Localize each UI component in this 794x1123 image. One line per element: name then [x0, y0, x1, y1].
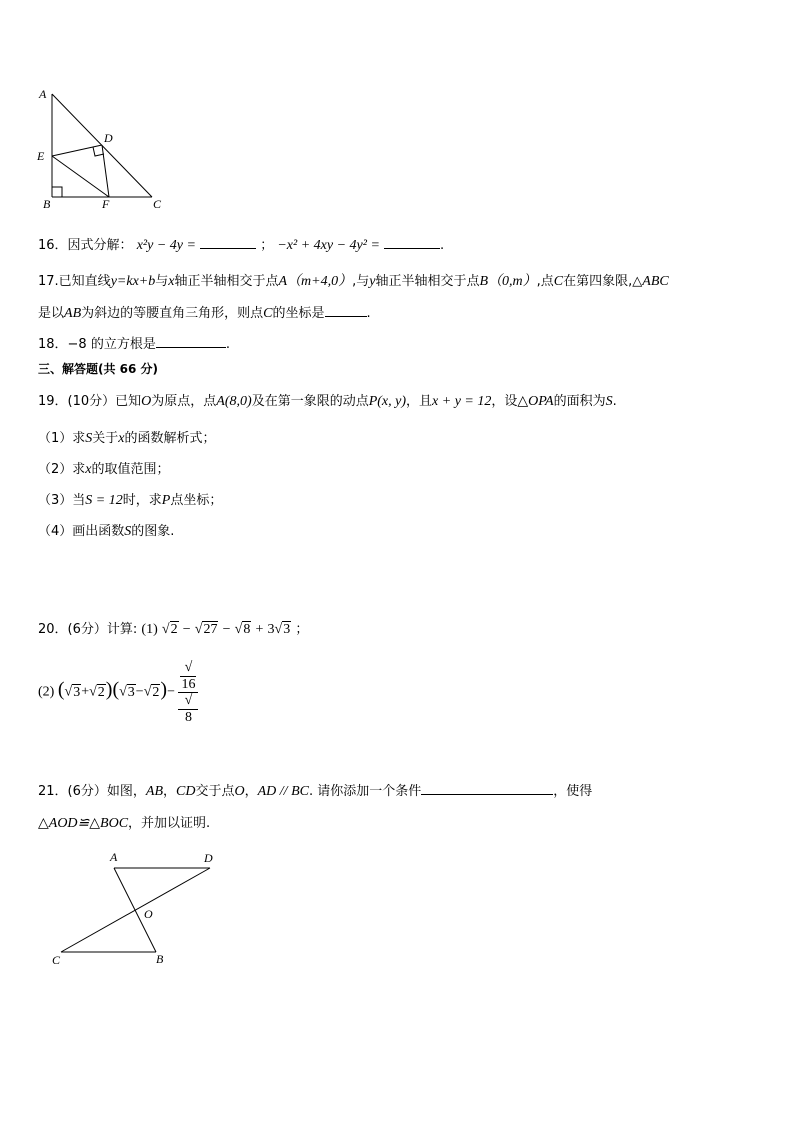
q16-sep: ；	[260, 238, 274, 253]
q19-text: .	[612, 394, 617, 409]
section-heading-3: 三、解答题(共 66 分)	[38, 362, 159, 376]
q19-sub2-text: 的取值范围；	[91, 462, 170, 477]
q19-sub3-text: （3）当	[38, 493, 86, 508]
q16-blank1[interactable]	[200, 236, 256, 249]
label-f: F	[102, 197, 110, 211]
q17-text: ,与	[352, 274, 370, 289]
question-20-part1: 20．(6分）计算: (1) √2 − √27 − √8 + 3√3 ；	[38, 622, 309, 637]
q17-text: 在第四象限,△	[563, 274, 643, 289]
q17-x: x	[168, 274, 175, 289]
q17-text: 轴正半轴相交于点	[375, 274, 480, 289]
q21-ab: AB	[145, 784, 163, 799]
q21-o: O	[234, 784, 245, 799]
q17-text: ,点	[536, 274, 554, 289]
q20-sqrt2b: 2	[152, 684, 160, 700]
q19-sub3-text: 时，求	[122, 493, 162, 508]
q21-text: ，	[244, 784, 258, 799]
figure-triangle-abc	[34, 84, 174, 214]
q19-text: 的面积为	[553, 394, 606, 409]
q16-expr2: −x² + 4xy − 4y² =	[277, 238, 380, 253]
segment-df	[102, 145, 109, 197]
q21-text: ，	[163, 784, 177, 799]
q19-text: 19．(10分）已知	[38, 394, 142, 409]
q20-coef3: 3	[267, 622, 275, 637]
label-c: C	[52, 953, 61, 967]
q17-point-a: A（m+4,0）	[278, 274, 353, 289]
q19-sub3-text: 点坐标；	[170, 493, 223, 508]
label-o: O	[144, 907, 153, 921]
q20-sqrt27: 27	[203, 622, 218, 637]
q20-sqrt16: 16	[181, 677, 196, 692]
q20-sqrt3b: 3	[127, 684, 135, 700]
q20-end1: ；	[295, 622, 309, 637]
q19-triangle: △OPA	[517, 394, 554, 409]
q21-text: . 请你添加一个条件	[308, 784, 422, 799]
q19-sub4-s: S	[124, 524, 132, 539]
q18-text: 18．−8 的立方根是	[38, 337, 156, 352]
q20-part2-label: (2)	[38, 684, 55, 700]
q17-text: 17.已知直线	[38, 274, 111, 289]
question-21-line2	[38, 812, 210, 832]
q19-point-p: P(x, y)	[368, 394, 407, 409]
q17-triangle: ABC	[642, 274, 669, 289]
question-18	[38, 333, 230, 352]
q21-parallel: AD // BC	[257, 784, 309, 799]
label-a: A	[39, 87, 47, 101]
q17-text: 的坐标是	[272, 306, 325, 321]
q16-number: 16．因式分解：	[38, 238, 133, 253]
label-b: B	[156, 952, 164, 966]
q20-op: +	[255, 622, 264, 637]
question-17-line2	[38, 302, 371, 322]
q17-y: y	[369, 274, 376, 289]
q20-sqrt8b: 8	[178, 709, 198, 725]
q21-congruence: △AOD≌△BOC	[38, 816, 129, 831]
q19-sub1-text: 的函数解析式；	[124, 431, 216, 446]
question-19	[38, 390, 617, 410]
q19-sub3-p: P	[161, 493, 171, 508]
q21-cd: CD	[176, 784, 196, 799]
q19-sub1	[38, 427, 216, 447]
q20-op: −	[135, 684, 144, 700]
q16-blank2[interactable]	[384, 236, 440, 249]
q20-text: 20．(6分）计算:	[38, 622, 138, 637]
label-a: A	[110, 850, 118, 864]
question-20-part2: (2) (√3+√2)(√3−√2)− √ 16 √ 8	[38, 660, 198, 725]
q19-point-a: A(8,0)	[216, 394, 252, 409]
q19-sub1-s: S	[85, 431, 93, 446]
q17-ab: AB	[64, 306, 82, 321]
question-17-line1	[38, 270, 669, 290]
q21-text: 交于点	[195, 784, 235, 799]
q19-sub4-text: （4）画出函数	[38, 524, 125, 539]
q16-expr1: x²y − 4y =	[136, 238, 196, 253]
q21-text: ，使得	[553, 784, 593, 799]
q17-text: 是以	[38, 306, 65, 321]
q19-sub2-x: x	[85, 462, 92, 477]
q20-fraction: √ 16 √ 8	[178, 660, 198, 725]
q20-sqrt8: 8	[243, 622, 251, 637]
q16-end: .	[440, 238, 445, 253]
q21-text: 21．(6分）如图，	[38, 784, 146, 799]
q18-end: .	[225, 337, 230, 352]
q17-blank[interactable]	[325, 304, 367, 317]
q19-text: 为原点，点	[151, 394, 217, 409]
q17-text: 轴正半轴相交于点	[174, 274, 279, 289]
q17-c: C	[263, 306, 273, 321]
segment-cd	[61, 868, 210, 952]
q19-sub1-text: （1）求	[38, 431, 86, 446]
q20-sqrt3: 3	[283, 622, 291, 637]
label-e: E	[37, 149, 45, 163]
segment-ef	[52, 156, 109, 197]
q17-point-c: C	[553, 274, 564, 289]
q19-s: S	[605, 394, 613, 409]
label-b: B	[43, 197, 51, 211]
q19-sub3-eq: S = 12	[85, 493, 123, 508]
q19-sub4	[38, 520, 174, 540]
right-angle-mark-b	[52, 187, 62, 197]
q20-part1-label: (1)	[141, 622, 158, 637]
q19-sub1-text: 关于	[92, 431, 119, 446]
q18-blank[interactable]	[156, 335, 226, 348]
q19-sub4-text: 的图象.	[131, 524, 175, 539]
q17-point-b: B（0,m）	[479, 274, 537, 289]
q17-text: 为斜边的等腰直角三角形，则点	[81, 306, 264, 321]
q17-text: 与	[155, 274, 169, 289]
q21-text: ，并加以证明.	[128, 816, 211, 831]
q19-sub3	[38, 489, 222, 509]
label-d: D	[204, 851, 213, 865]
q19-origin: O	[141, 394, 152, 409]
q21-blank[interactable]	[421, 782, 553, 795]
label-d: D	[104, 131, 113, 145]
q20-op: −	[182, 622, 191, 637]
q19-equation: x + y = 12	[432, 394, 492, 409]
q19-text: 及在第一象限的动点	[251, 394, 369, 409]
q17-end: .	[366, 306, 371, 321]
q19-text: ，设	[491, 394, 518, 409]
question-16	[38, 234, 444, 254]
q19-sub2	[38, 458, 170, 478]
question-21-line1	[38, 780, 592, 800]
q20-op: −	[167, 684, 175, 700]
q20-op: +	[81, 684, 90, 700]
q19-text: ，且	[406, 394, 433, 409]
q20-sqrt2: 2	[170, 622, 178, 637]
q20-sqrt3a: 3	[73, 684, 81, 700]
q17-line-eq: y=kx+b	[110, 274, 156, 289]
label-c: C	[153, 197, 162, 211]
q19-sub1-x: x	[118, 431, 125, 446]
q19-sub2-text: （2）求	[38, 462, 86, 477]
figure-intersecting-segments	[44, 846, 234, 971]
q20-op: −	[222, 622, 231, 637]
q20-sqrt2a: 2	[97, 684, 105, 700]
